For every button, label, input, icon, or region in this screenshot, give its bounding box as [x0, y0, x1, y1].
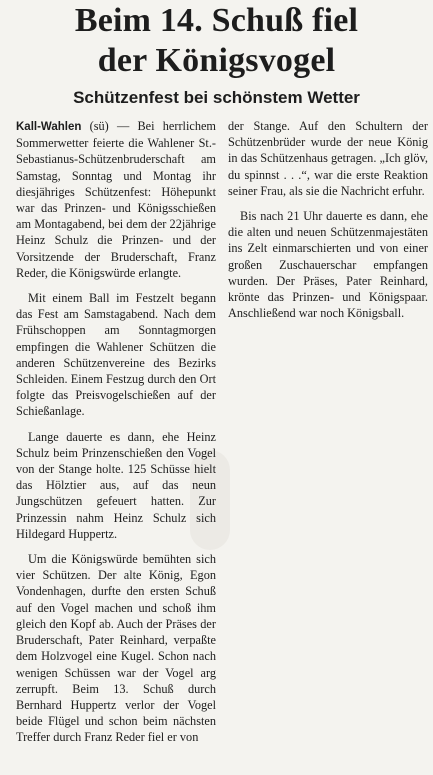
paragraph-1-text: (sü) — Bei herrlichem Sommerwetter feierte die Wahlener St.-Sebastianus-Schützenbruderschaft am Samstag, Sonntag und Montag ihr diesjähriges Schützenfest: Höhepunkt war das Prinzen- und Königsschießen am Montagabend, bei dem der 22jährige Heinz Schulz die Prinzen- und der Vorsitzende der Bruderschaft, Franz Reder, die Königswürde erlangte. [16, 119, 216, 280]
paragraph-3: Lange dauerte es dann, ehe Heinz Schulz beim Prinzenschießen den Vogel von der Stange holte. 125 Schüsse hielt das Hölztier aus, auf das neun Jungschützen gefeuert hatten. Zur Prinzessin nahm Heinz Schulz sich Hildegard Huppertz. [16, 429, 216, 541]
paragraph-1 [16, 118, 216, 281]
headline-line-1: Beim 14. Schuß fiel [74, 2, 359, 39]
left-column [16, 118, 216, 755]
subheadline: Schützenfest bei schönstem Wetter [73, 88, 360, 107]
headline-line-2: der Königsvogel [97, 42, 336, 79]
paragraph-4: Um die Königswürde bemühten sich vier Schützen. Der alte König, Egon Vondenhagen, durfte den ersten Schuß auf den Vogel machen und schoß ihm gleich den Kopf ab. Auch der Präses der Bruderschaft, Pater Reinhard, verpaßte dem Holzvogel eine Kugel. Schon nach wenigen Schüssen war der Vogel arg zerrupft. Beim 13. Schuß durch Bernhard Huppertz verlor der Vogel beide Flügel und schon beim nächsten Treffer durch Franz Reder fiel er von [16, 552, 216, 745]
right-column [228, 118, 428, 330]
paragraph-5: der Stange. Auf den Schultern der Schützenbrüder wurde der neue König in das Schützenhaus getragen. „Ich glöv, du spinnst . . .“, war die erste Reaktion seiner Frau, als sie die Nachricht erfuhr. [228, 119, 428, 198]
paragraph-2: Mit einem Ball im Festzelt begann das Fest am Samstagabend. Nach dem Frühschoppen am Sonntagmorgen empfingen die Wahlener Schützen die anderen Schützenvereine des Bezirks Schleiden. Einem Festzug durch den Ort folgte das Preisvogelschießen auf der Schießanlage. [16, 291, 216, 419]
dateline: Kall-Wahlen [16, 121, 82, 133]
paragraph-6: Bis nach 21 Uhr dauerte es dann, ehe die alten und neuen Schützenmajestäten ins Zelt einmarschierten und von einer großen Zuschauerschar empfangen wurden. Der Präses, Pater Reinhard, krönte das Prinzen- und Königspaar. Anschließend war noch Königsball. [228, 209, 428, 321]
